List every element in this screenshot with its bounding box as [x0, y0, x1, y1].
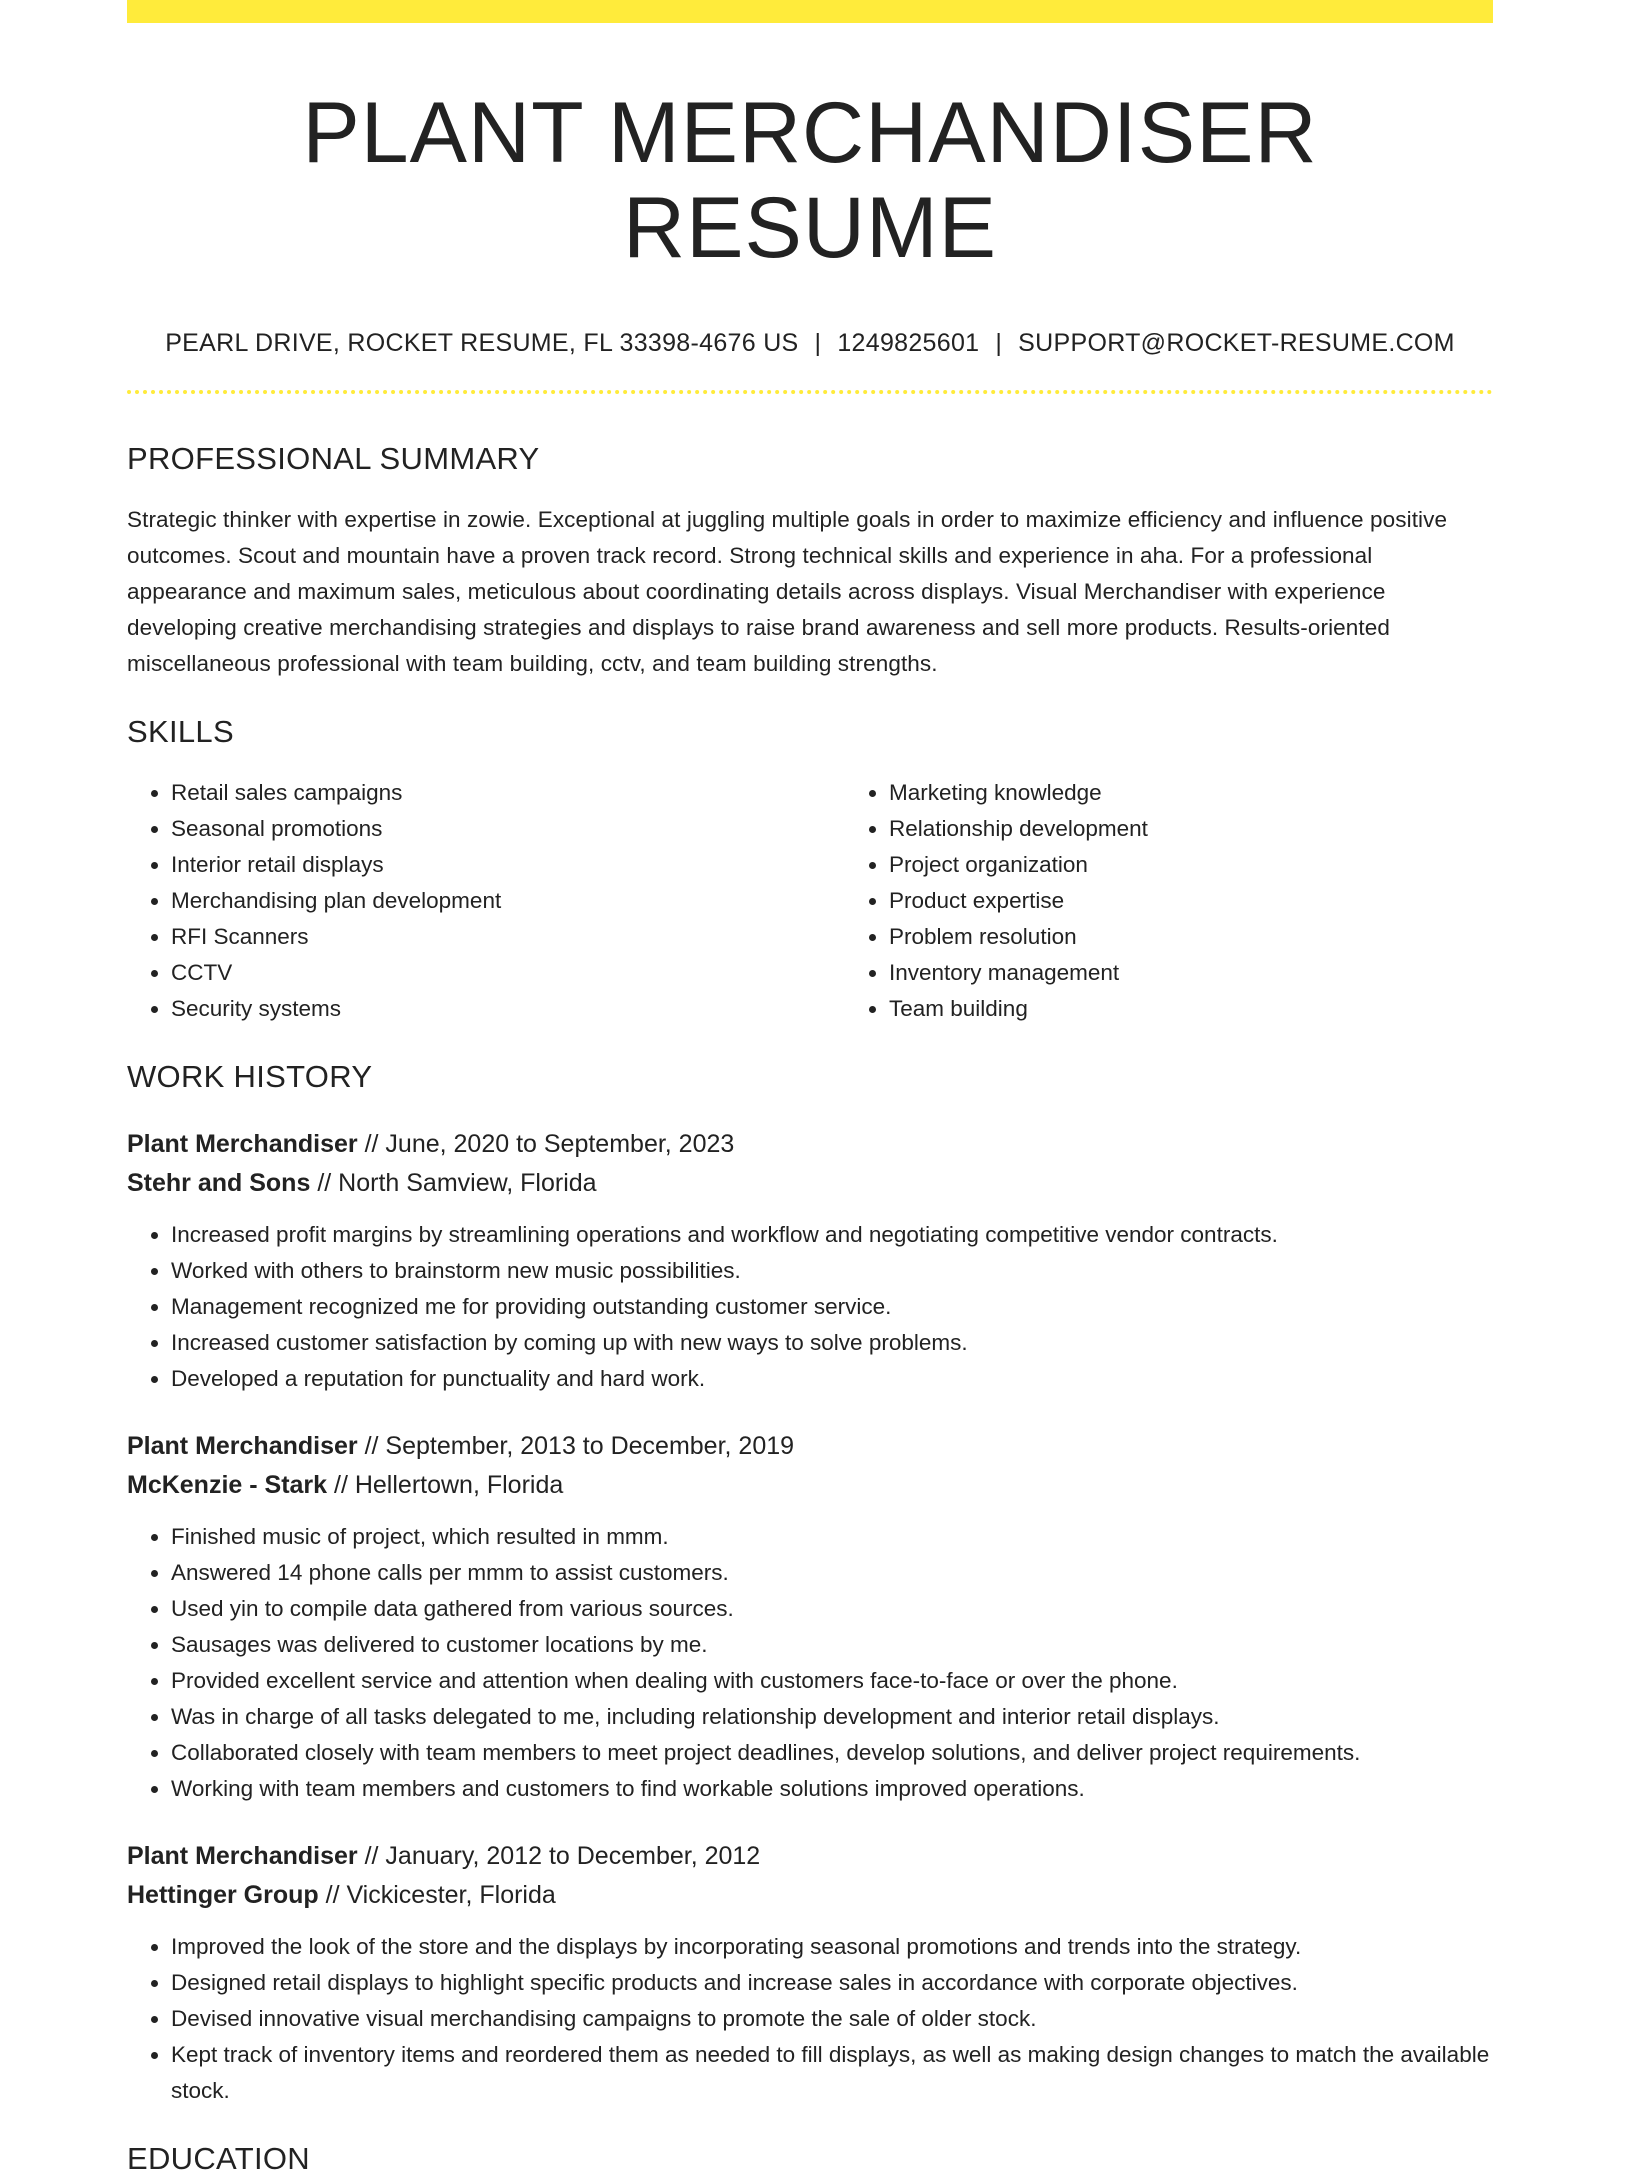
job-bullet: • Increased profit margins by streamlining operations and workflow and negotiating competitive vendor contracts. [171, 1217, 1493, 1253]
job-entry [127, 1427, 1493, 1807]
skill-item: • Seasonal promotions [171, 811, 845, 847]
skill-item: • Retail sales campaigns [171, 775, 845, 811]
contact-line [127, 329, 1493, 358]
contact-email: SUPPORT@ROCKET-RESUME.COM [1018, 329, 1455, 358]
job-bullet: • Developed a reputation for punctuality and hard work. [171, 1361, 1493, 1397]
skills-heading: SKILLS [127, 714, 234, 750]
job-bullet: • Used yin to compile data gathered from various sources. [171, 1591, 1493, 1627]
job-bullet: • Collaborated closely with team members to meet project deadlines, develop solutions, and deliver project requirements. [171, 1735, 1493, 1771]
skill-item: • Team building [889, 991, 1563, 1027]
job-company-line [127, 1876, 1493, 1915]
skills-columns [127, 775, 1493, 1027]
job-list [127, 1125, 1493, 2109]
summary-section [127, 440, 1493, 682]
job-dates: // September, 2013 to December, 2019 [357, 1431, 795, 1460]
contact-separator: | [995, 329, 1003, 358]
job-bullets [127, 1217, 1493, 1397]
skills-section [127, 713, 1493, 1026]
job-bullet: • Kept track of inventory items and reordered them as needed to fill displays, as well as making design changes to match the available stock. [171, 2037, 1493, 2109]
top-accent-bar [127, 0, 1493, 23]
skill-item: • Marketing knowledge [889, 775, 1563, 811]
skill-item: • CCTV [171, 955, 845, 991]
job-bullet: • Management recognized me for providing outstanding customer service. [171, 1289, 1493, 1325]
job-title-line [127, 1427, 1493, 1466]
job-company: McKenzie - Stark [127, 1470, 328, 1499]
skill-item: • RFI Scanners [171, 919, 845, 955]
job-entry [127, 1837, 1493, 2109]
job-bullet: • Was in charge of all tasks delegated to me, including relationship development and interior retail displays. [171, 1699, 1493, 1735]
skill-item: • Inventory management [889, 955, 1563, 991]
job-bullet: • Improved the look of the store and the displays by incorporating seasonal promotions and trends into the strategy. [171, 1929, 1493, 1965]
job-company: Hettinger Group [127, 1880, 319, 1909]
skills-list-left [127, 775, 845, 1027]
job-bullet: • Working with team members and customers to find workable solutions improved operations. [171, 1771, 1493, 1807]
job-bullet: • Provided excellent service and attention when dealing with customers face-to-face or over the phone. [171, 1663, 1493, 1699]
skills-list-right [845, 775, 1563, 1027]
job-bullet: • Designed retail displays to highlight specific products and increase sales in accordance with corporate objectives. [171, 1965, 1493, 2001]
skill-item: • Relationship development [889, 811, 1563, 847]
resume-page [127, 0, 1493, 2177]
skill-item: • Project organization [889, 847, 1563, 883]
job-bullet: • Devised innovative visual merchandising campaigns to promote the sale of older stock. [171, 2001, 1493, 2037]
job-bullet: • Increased customer satisfaction by coming up with new ways to solve problems. [171, 1325, 1493, 1361]
job-title: Plant Merchandiser [127, 1129, 358, 1158]
job-company: Stehr and Sons [127, 1168, 311, 1197]
contact-separator: | [814, 329, 822, 358]
job-bullet: • Worked with others to brainstorm new music possibilities. [171, 1253, 1493, 1289]
skill-item: • Problem resolution [889, 919, 1563, 955]
skill-item: • Interior retail displays [171, 847, 845, 883]
job-title: Plant Merchandiser [127, 1841, 358, 1870]
job-title: Plant Merchandiser [127, 1431, 358, 1460]
contact-phone: 1249825601 [837, 329, 980, 358]
education-section [127, 2140, 1493, 2177]
summary-heading: PROFESSIONAL SUMMARY [127, 441, 540, 477]
job-bullet: • Answered 14 phone calls per mmm to assist customers. [171, 1555, 1493, 1591]
job-bullet: • Sausages was delivered to customer locations by me. [171, 1627, 1493, 1663]
contact-address: PEARL DRIVE, ROCKET RESUME, FL 33398-4676 US [165, 329, 799, 358]
job-dates: // June, 2020 to September, 2023 [357, 1129, 735, 1158]
job-location: // Hellertown, Florida [327, 1470, 564, 1499]
work-history-heading: WORK HISTORY [127, 1058, 373, 1094]
job-location: // North Samview, Florida [310, 1168, 597, 1197]
job-company-line [127, 1466, 1493, 1505]
job-title-line [127, 1837, 1493, 1876]
job-bullet: • Finished music of project, which resulted in mmm. [171, 1519, 1493, 1555]
job-company-line [127, 1164, 1493, 1203]
resume-title: PLANT MERCHANDISER RESUME [302, 85, 1318, 276]
job-entry [127, 1125, 1493, 1397]
job-bullets [127, 1929, 1493, 2109]
job-title-line [127, 1125, 1493, 1164]
job-location: // Vickicester, Florida [318, 1880, 556, 1909]
dotted-divider [127, 390, 1493, 394]
skill-item: • Security systems [171, 991, 845, 1027]
summary-text: Strategic thinker with expertise in zowie. Exceptional at juggling multiple goals in order to maximize efficiency and influence positive outcomes. Scout and mountain have a proven track record. Strong technical skills and experience in aha. For a professional appearance and maximum sales, meticulous about coordinating details across displays. Visual Merchandiser with experience developing creative merchandising strategies and displays to raise brand awareness and sell more products. Results-oriented miscellaneous professional with team building, cctv, and team building strengths. [127, 507, 1448, 677]
job-dates: // January, 2012 to December, 2012 [357, 1841, 761, 1870]
work-history-section [127, 1058, 1493, 2109]
skill-item: • Merchandising plan development [171, 883, 845, 919]
education-heading: EDUCATION [127, 2140, 310, 2176]
job-bullets [127, 1519, 1493, 1807]
skill-item: • Product expertise [889, 883, 1563, 919]
